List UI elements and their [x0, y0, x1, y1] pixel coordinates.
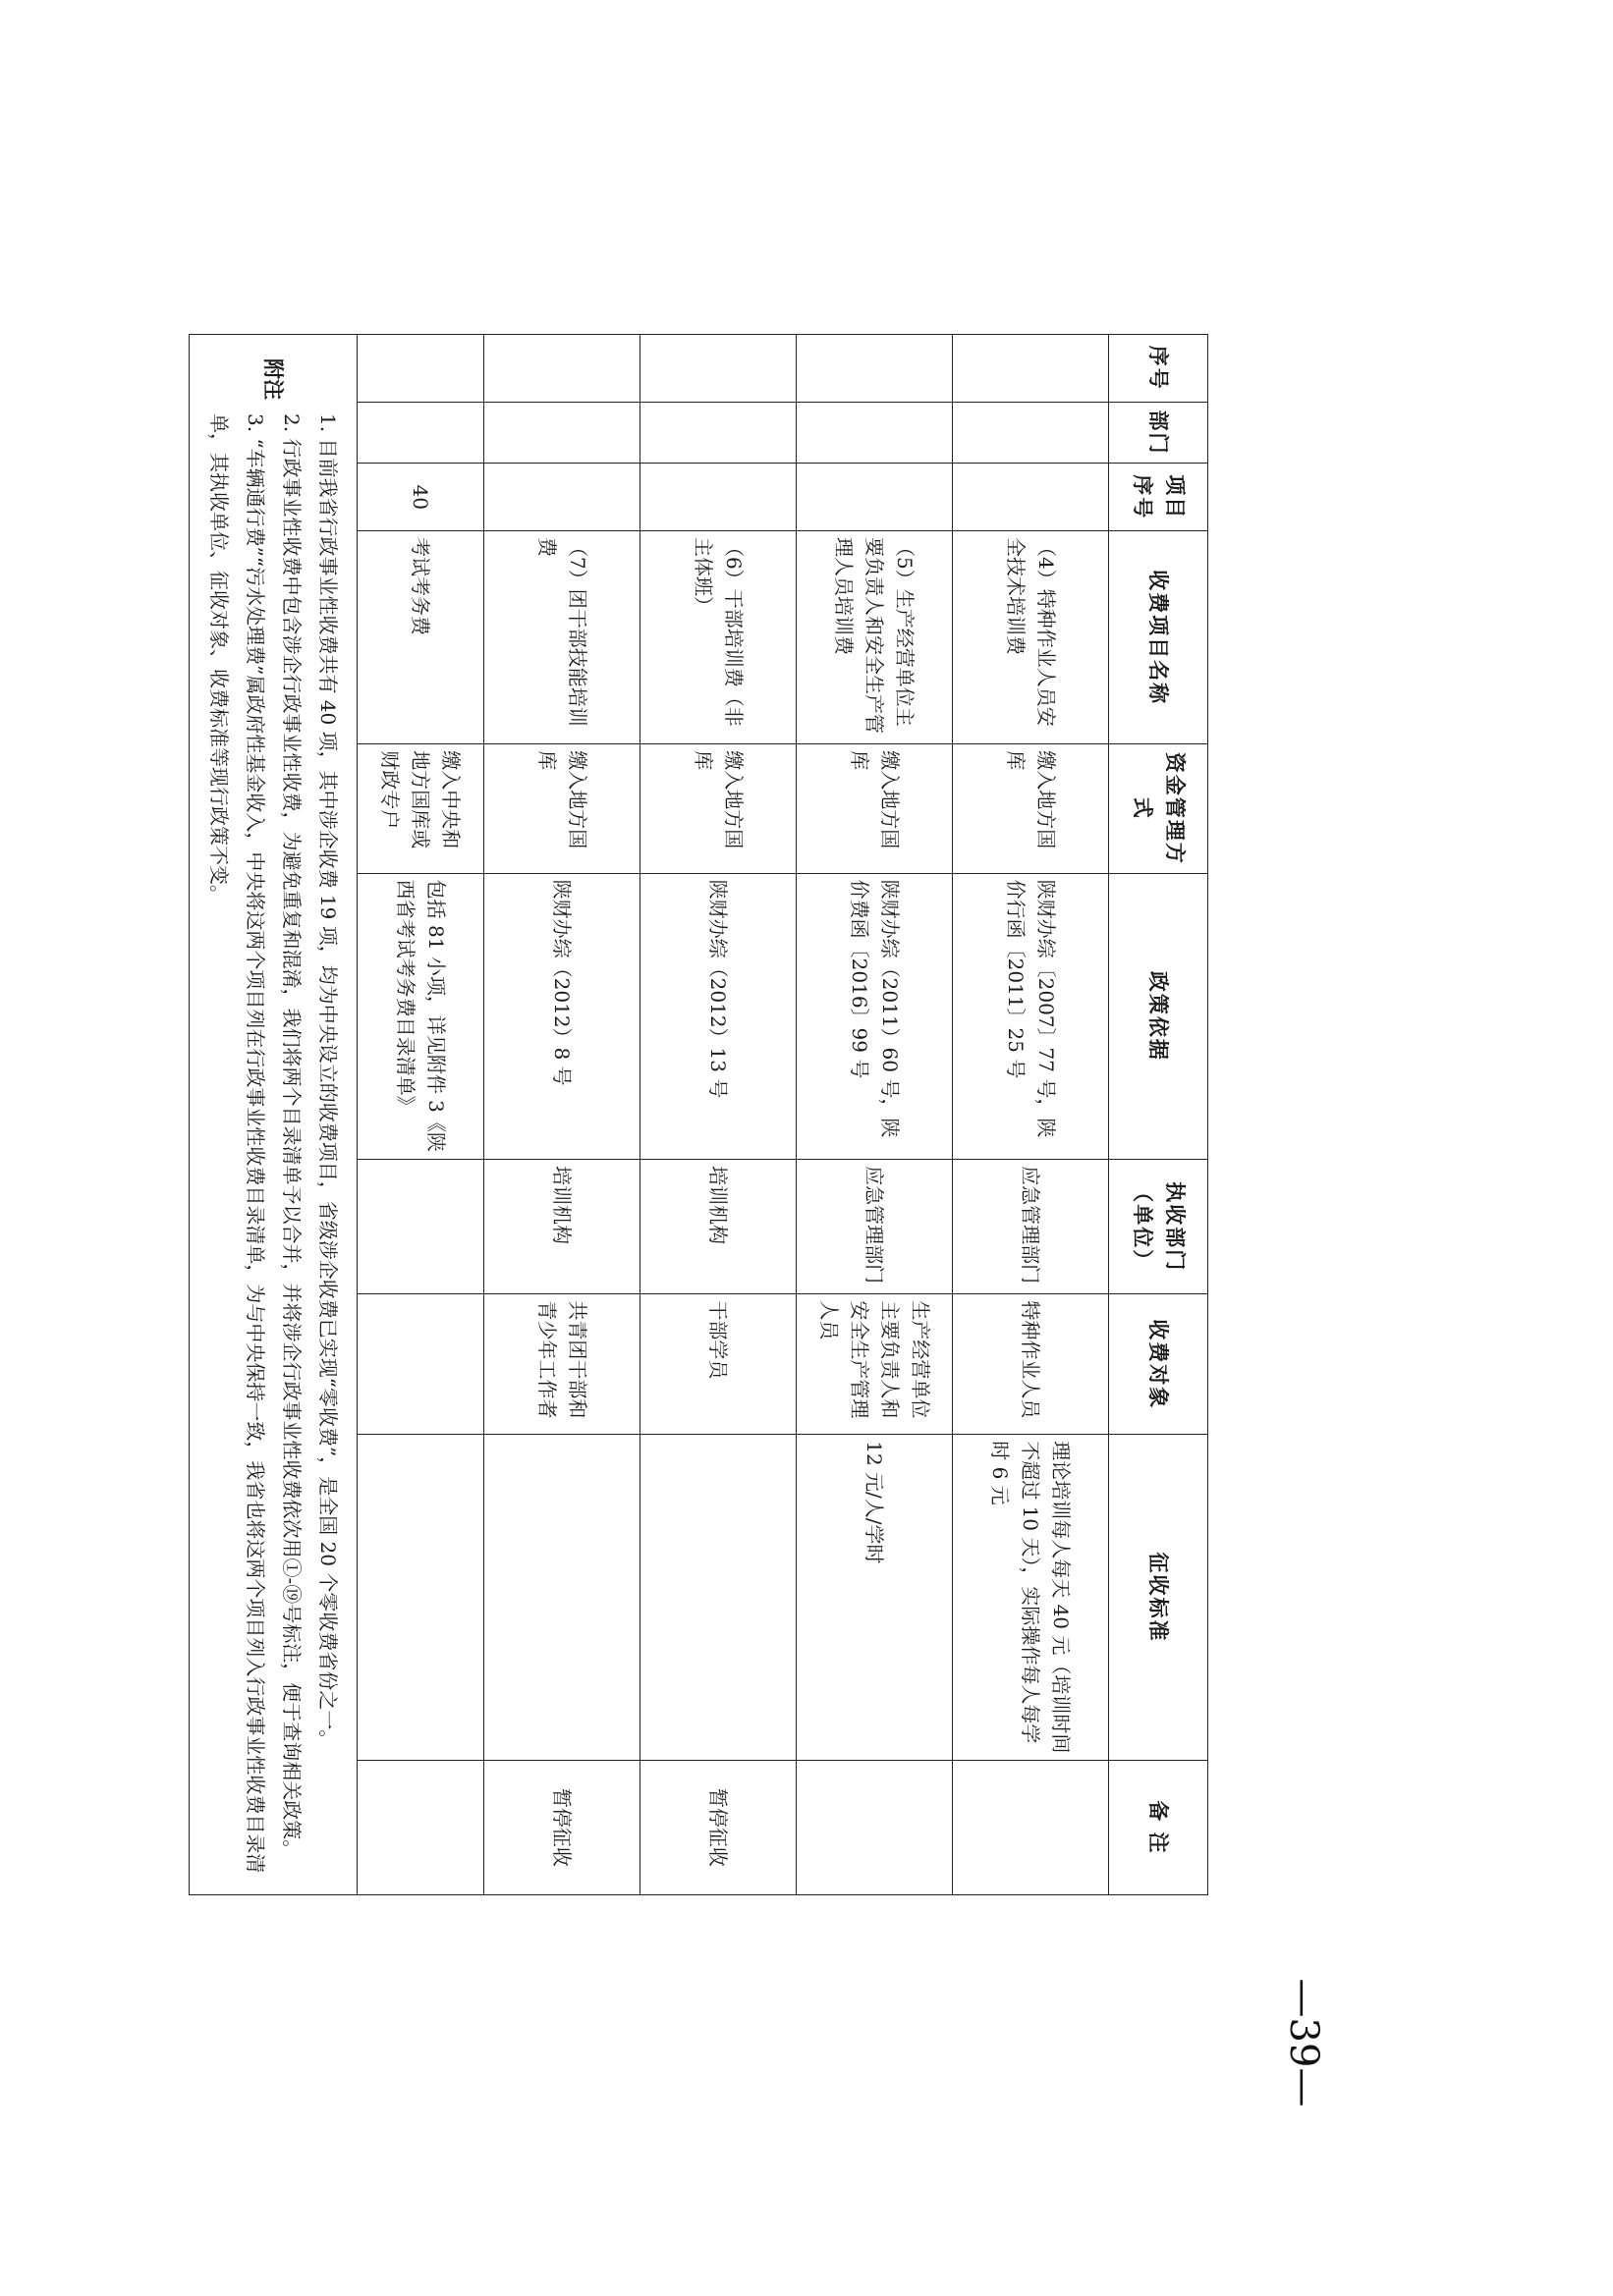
cell-name: （6）干部培训费（非主体班）: [640, 531, 797, 744]
cell-fund: 缴入中央和地方国库或财政专户: [358, 744, 484, 873]
cell-item-no: [797, 464, 953, 531]
note-item: 2. 行政事业性收费中包含涉企行政事业性收费，为避免重复和混淆，我们将两个目录清单予以合并，并将涉企行政事业性收费依次用①-⑲号标注，便于查询相关政策。: [280, 413, 304, 1860]
cell-dept: [484, 402, 640, 464]
header-policy: 政策依据: [1109, 873, 1208, 1160]
cell-dept: [797, 402, 953, 464]
cell-remark: [953, 1760, 1109, 1894]
notes-label: 附注: [261, 358, 287, 400]
page-number: —39—: [1281, 1978, 1326, 2107]
cell-seq: [797, 335, 953, 403]
cell-policy: 包括 81 小项，详见附件 3《陕西省考试考务费目录清单》: [358, 873, 484, 1160]
header-remark: 备 注: [1109, 1760, 1208, 1894]
header-item-no: 项目序号: [1109, 464, 1208, 531]
fee-table: [189, 334, 1208, 1895]
cell-policy: 陕财办综（2012）8 号: [484, 873, 640, 1160]
cell-name: 考试考务费: [358, 531, 484, 744]
table-row: [358, 335, 484, 1895]
cell-payer: 共青团干部和青少年工作者: [484, 1294, 640, 1435]
note-item: 1. 目前我省行政事业性收费共有 40 项，其中涉企收费 19 项，均为中央设立的收费项目，省级涉企收费已实现“零收费”，是全国 20 个零收费省份之一。: [316, 413, 340, 1750]
cell-standard: 理论培训每人每天 40 元（培训时间不超过 10 天），实际操作每人每学时 6 元: [953, 1435, 1109, 1761]
cell-fund: 缴入地方国库: [953, 744, 1109, 873]
table-row: [484, 335, 640, 1895]
cell-dept: [953, 402, 1109, 464]
cell-collector: 应急管理部门: [953, 1160, 1109, 1294]
table-row: [640, 335, 797, 1895]
cell-remark: [358, 1760, 484, 1894]
rotated-table-block: [207, 334, 1208, 1895]
cell-seq: [953, 335, 1109, 403]
cell-standard: [484, 1435, 640, 1761]
cell-policy: 陕财办综〔2007〕77 号，陕价行函〔2011〕25 号: [953, 873, 1109, 1160]
cell-policy: 陕财办综（2012）13 号: [640, 873, 797, 1160]
header-dept: 部门: [1109, 402, 1208, 464]
header-name: 收费项目名称: [1109, 531, 1208, 744]
cell-item-no: [640, 464, 797, 531]
cell-name: （4）特种作业人员安全技术培训费: [953, 531, 1109, 744]
note-item: 3. “车辆通行费”“污水处理费”属政府性基金收入，中央将这两个项目列在行政事业性收费目录清单，为与中央保持一致，我省也将这两个项目列入行政事业性收费目录清单，其执收单位、征收对象、收费标准等现行政策不变。: [207, 413, 267, 1874]
cell-name: （7）团干部技能培训费: [484, 531, 640, 744]
cell-payer: 干部学员: [640, 1294, 797, 1435]
cell-payer: 生产经营单位主要负责人和安全生产管理人员: [797, 1294, 953, 1435]
cell-payer: 特种作业人员: [953, 1294, 1109, 1435]
cell-item-no: [953, 464, 1109, 531]
notes-text: [200, 413, 346, 1885]
notes-row: [190, 335, 358, 1895]
cell-standard: [358, 1435, 484, 1761]
header-row: [1109, 335, 1208, 1895]
cell-dept: [640, 402, 797, 464]
cell-dept: [358, 402, 484, 464]
cell-item-no: 40: [358, 464, 484, 531]
cell-seq: [484, 335, 640, 403]
cell-remark: 暂停征收: [484, 1760, 640, 1894]
cell-fund: 缴入地方国库: [484, 744, 640, 873]
cell-remark: 暂停征收: [640, 1760, 797, 1894]
table-row: [797, 335, 953, 1895]
cell-name: （5）生产经营单位主要负责人和安全生产管理人员培训费: [797, 531, 953, 744]
cell-policy: 陕财办综（2011）60 号，陕价费函〔2016〕99 号: [797, 873, 953, 1160]
cell-collector: [358, 1160, 484, 1294]
header-standard: 征收标准: [1109, 1435, 1208, 1761]
header-collector: 执收部门（单位）: [1109, 1160, 1208, 1294]
header-payer: 收费对象: [1109, 1294, 1208, 1435]
cell-seq: [640, 335, 797, 403]
cell-item-no: [484, 464, 640, 531]
table-row: [953, 335, 1109, 1895]
cell-seq: [358, 335, 484, 403]
cell-fund: 缴入地方国库: [640, 744, 797, 873]
cell-collector: 培训机构: [640, 1160, 797, 1294]
cell-collector: 培训机构: [484, 1160, 640, 1294]
cell-collector: 应急管理部门: [797, 1160, 953, 1294]
header-seq: 序号: [1109, 335, 1208, 403]
cell-payer: [358, 1294, 484, 1435]
cell-standard: [640, 1435, 797, 1761]
cell-standard: 12 元/人/学时: [797, 1435, 953, 1761]
cell-remark: [797, 1760, 953, 1894]
header-fund: 资金管理方式: [1109, 744, 1208, 873]
notes-cell: [190, 335, 358, 1895]
cell-fund: 缴入地方国库: [797, 744, 953, 873]
